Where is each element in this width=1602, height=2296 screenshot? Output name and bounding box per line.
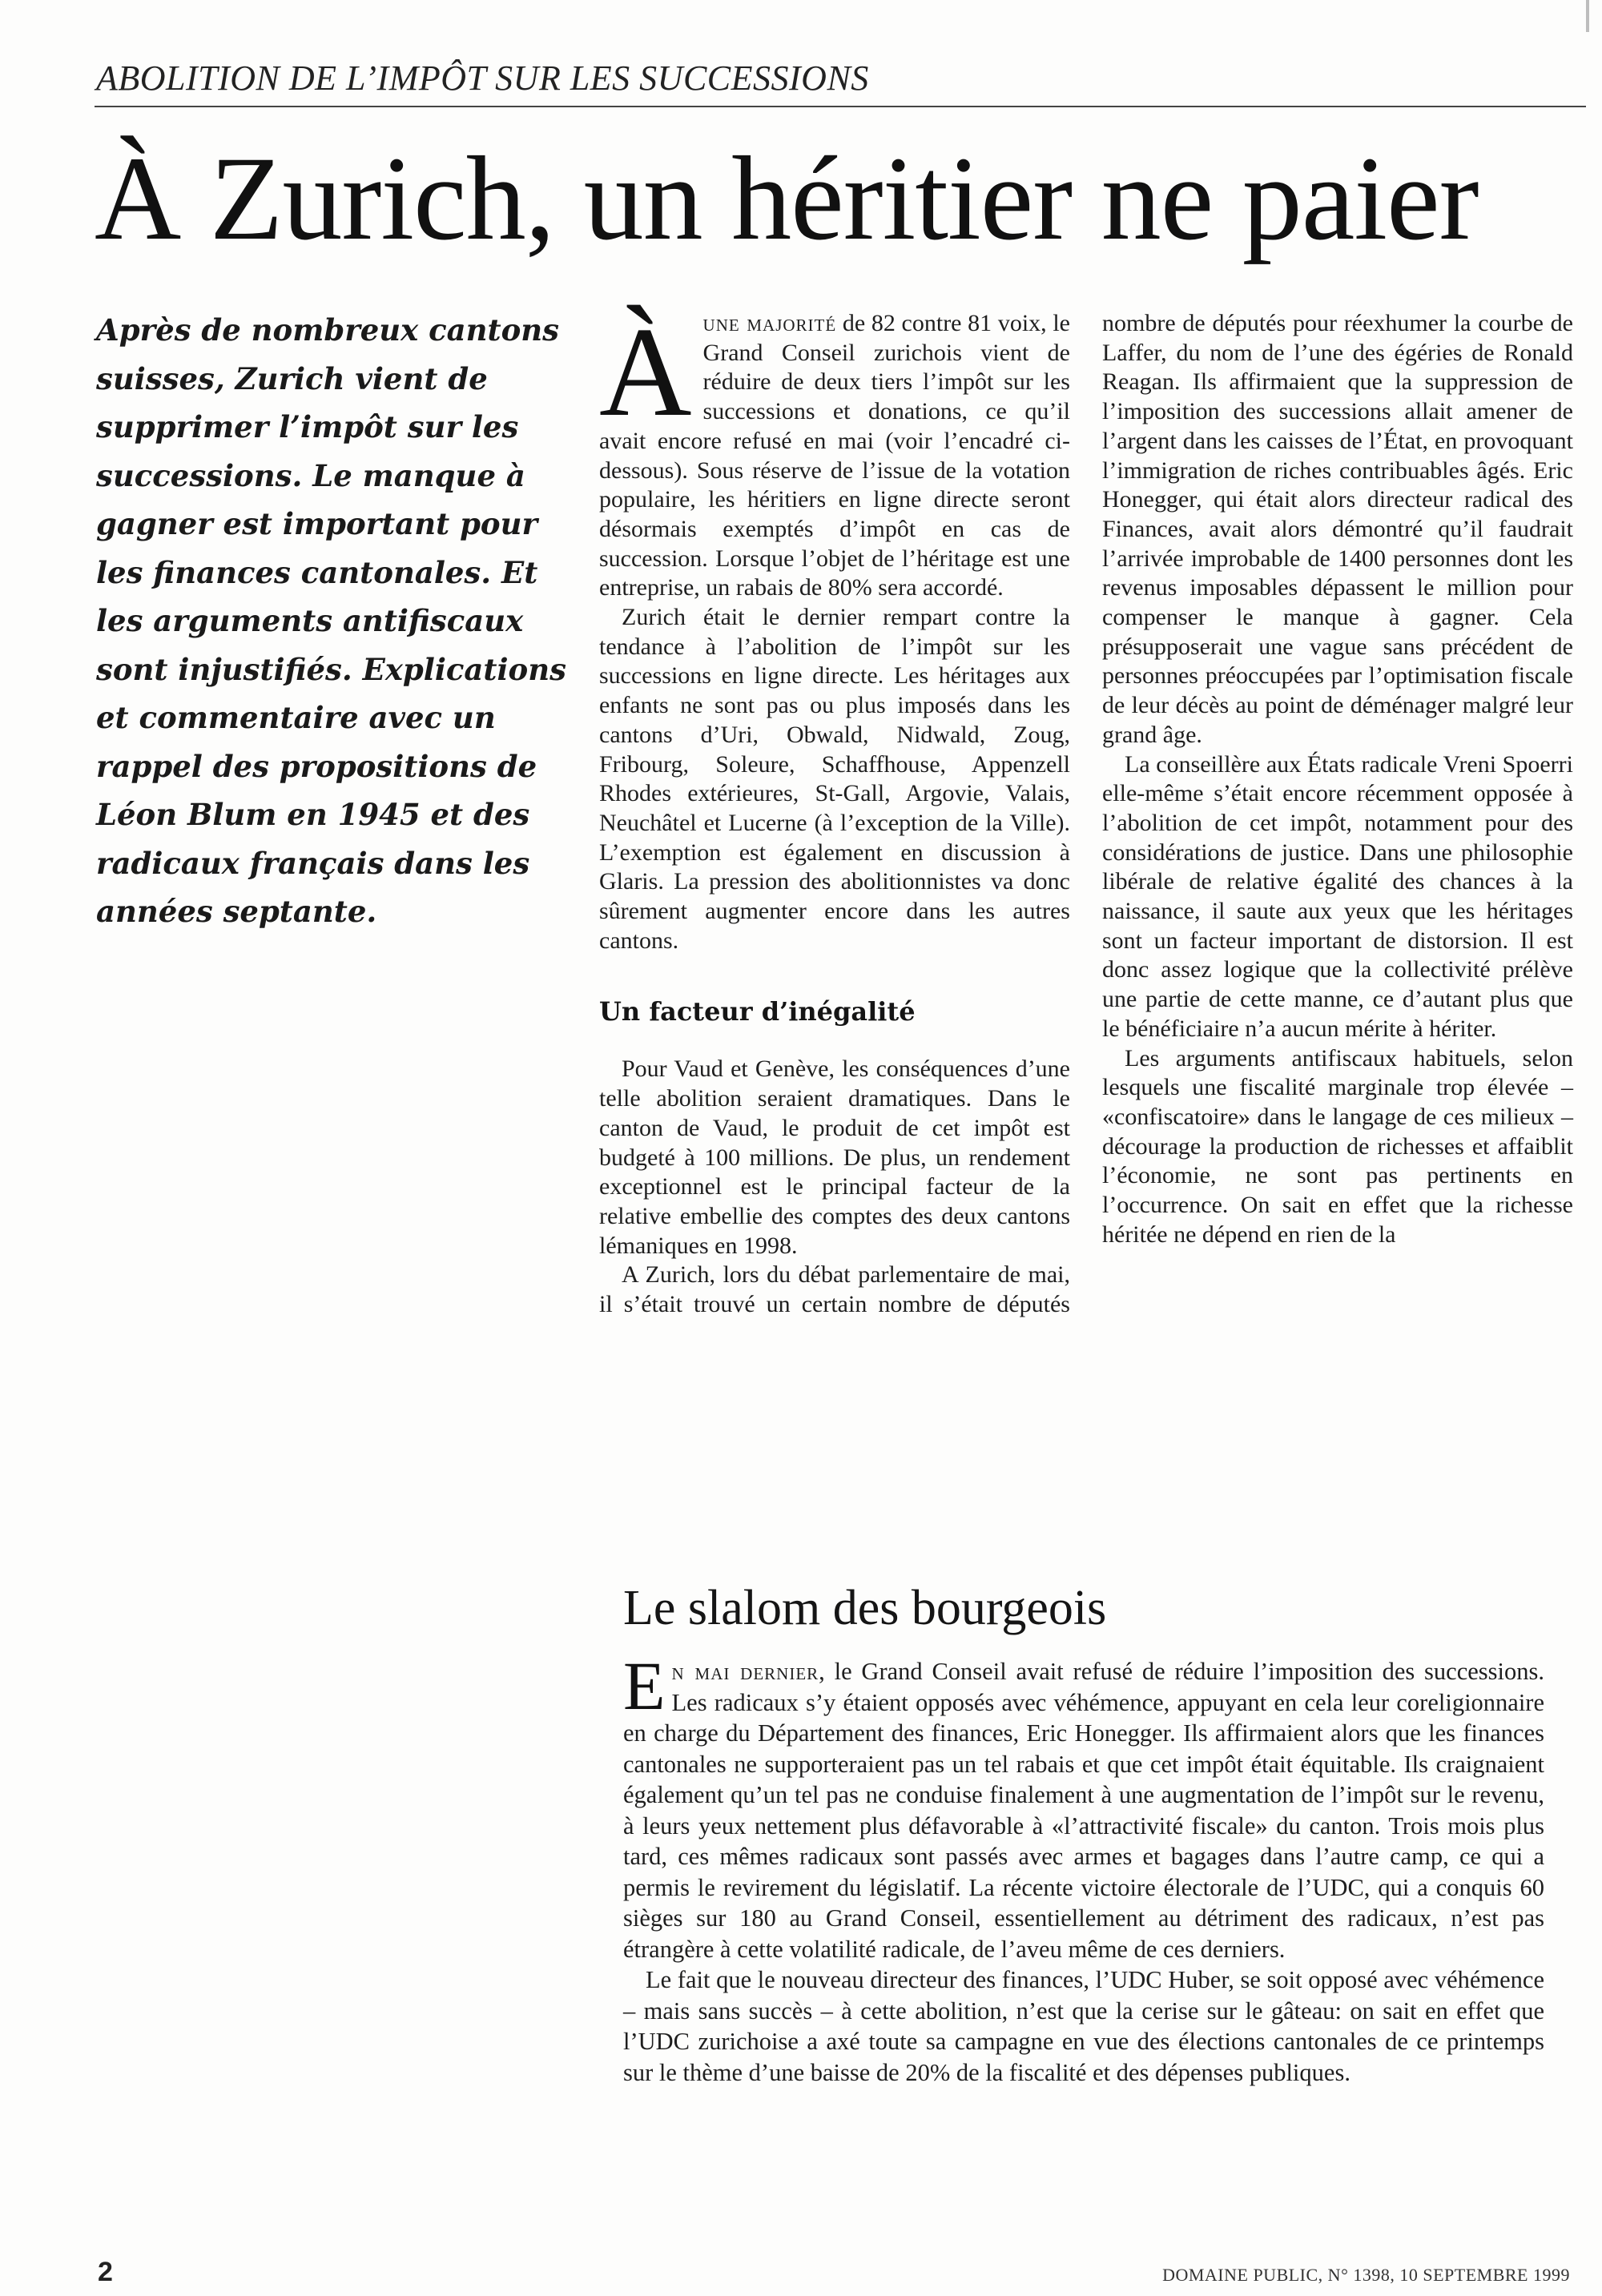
article-paragraph-continued: nombre de députés pour réexhumer la courbe de Laffer, du nom de l’une des égéries de Ronald Reagan. Ils affirmaient que la suppression de l’imposition des successions allait amener de l’argent dans les caisses de l’État, en provoquant l’immigration de riches contribuables âgés. Eric Honegger, qui était alors directeur radical des Finances, avait alors démontré qu’il faudrait l’arrivée improbable de 1400 personnes dont les revenus imposables dépassent le million pour compenser le manque à gagner. Cela présupposerait une vague sans précédent de personnes préoccupées par l’optimisation fiscale de leur décès au point de déménager malgré leur grand âge. <box>1102 310 1573 748</box>
article-column-1 <box>599 300 1070 1319</box>
article-paragraph: A Zurich, lors du débat parlementaire de mai, il s’était trouvé un certain nombre de députés <box>599 1261 1070 1318</box>
article-dropcap: À <box>599 300 692 443</box>
kicker-rule <box>95 106 1586 107</box>
box-paragraph-text: , le Grand Conseil avait refusé de réduire l’imposition des successions. Les radicaux s’y étaient opposés avec véhémence, appuyant en cela leur coreligionnaire en charge du Département des finances, Eric Honegger. Ils affirmaient alors que les finances cantonales ne supporteraient pas un tel rabais et que cet impôt était équitable. Ils craignaient également qu’un tel pas ne conduise finalement à une augmentation de l’impôt sur le revenu, à leurs yeux nettement plus défavorable à «l’attractivité fiscale» du canton. Trois mois plus tard, ces mêmes radicaux sont passés avec armes et bagages dans l’autre camp, ce qui a permis le revirement du législatif. La récente victoire électorale de l’UDC, qui a conquis 60 sièges sur 180 au Grand Conseil, essentiellement au détriment des radicaux, n’est pas étrangère à cette volatilité radicale, de l’aveu même de ces derniers. <box>623 1658 1544 1963</box>
box-paragraph: Le fait que le nouveau directeur des finances, l’UDC Huber, se soit opposé avec véhémence – mais sans succès – à cette abolition, n’est que la cerise sur le gâteau: on sait en effet que l’UDC zurichoise a axé toute sa campagne en vue des élections cantonales de ce printemps sur le thème d’une baisse de 20% de la fiscalité et des dépenses publiques. <box>623 1966 1544 2086</box>
box-body <box>623 1647 1544 2088</box>
box-dropcap: E <box>623 1647 666 1724</box>
article-paragraph: Zurich était le dernier rempart contre la tendance à l’abolition de l’impôt sur les successions en ligne directe. Les héritages aux enfants ne sont pas ou plus imposés dans les cantons d’Uri, Obwald, Nidwald, Zoug, Fribourg, Soleure, Schaffhouse, Appenzell Rhodes extérieures, St-Gall, Argovie, Valais, Neuchâtel et Lucerne (à l’exception de la Ville). L’exemption est également en discussion à Glaris. La pression des abolitionnistes va donc sûrement augmenter encore dans les autres cantons. <box>599 604 1070 954</box>
scan-edge <box>1586 0 1589 32</box>
box-smallcaps-opening: n mai dernier <box>671 1658 819 1685</box>
headline: À Zurich, un héritier ne paier <box>95 132 1479 265</box>
article-smallcaps-opening: une majorité <box>702 310 837 336</box>
section-kicker: ABOLITION DE L’IMPÔT SUR LES SUCCESSIONS <box>96 58 869 98</box>
box-title: Le slalom des bourgeois <box>623 1581 1107 1635</box>
article-paragraph: Pour Vaud et Genève, les conséquences d’une telle abolition seraient dramatiques. Dans le canton de Vaud, le produit de cet impôt est budgeté à 100 millions. De plus, un rendement exceptionnel est le principal facteur de la relative embellie des comptes des deux cantons lémaniques en 1998. <box>599 1056 1070 1259</box>
publication-footer: DOMAINE PUBLIC, N° 1398, 10 SEPTEMBRE 1999 <box>1162 2265 1570 2285</box>
article-paragraph: Les arguments antifiscaux habituels, selon lesquels une fiscalité marginale trop élevée – «confiscatoire» dans le langage de ces milieux – décourage la production de richesses et affaiblit l’économie, ne sont pas pertinents en l’occurrence. On sait en effet que la richesse héritée ne dépend en rien de la <box>1102 1044 1573 1248</box>
article-paragraph: La conseillère aux États radicale Vreni Spoerri elle-même s’était encore récemment opposée à l’abolition de cet impôt, notamment pour des considérations de justice. Dans une philosophie libérale de relative égalité des chances à la naissance, il saute aux yeux que les héritages sont un facteur important de distorsion. Il est donc assez logique que la collectivité prélève une partie de cette manne, ce d’autant plus que le bénéficiaire n’a aucun mérite à hériter. <box>1102 750 1573 1042</box>
article-paragraph <box>599 300 1070 603</box>
box-paragraph <box>623 1647 1544 1964</box>
article-paragraph-text: de 82 contre 81 voix, le Grand Conseil zurichois vient de réduire de deux tiers l’impôt sur les successions et donations, ce qu’il avait encore refusé en mai (voir l’encadré ci-dessous). Sous réserve de l’issue de la votation populaire, les héritiers en ligne directe seront désormais exemptés d’impôt en cas de succession. Lorsque l’objet de l’héritage est une entreprise, un rabais de 80% sera accordé. <box>599 310 1070 601</box>
article-subhead: Un facteur d’inégalité <box>599 996 916 1027</box>
lede-paragraph: Après de nombreux cantons suisses, Zurich vient de supprimer l’impôt sur les successions. Le manque à gagner est important pour les finances cantonales. Et les arguments antifiscaux sont injustifiés. Explications et commentaire avec un rappel des propositions de Léon Blum en 1945 et des radicaux français dans les années septante. <box>96 312 566 929</box>
page-number: 2 <box>98 2257 113 2287</box>
article-column-2 <box>1102 309 1573 1250</box>
